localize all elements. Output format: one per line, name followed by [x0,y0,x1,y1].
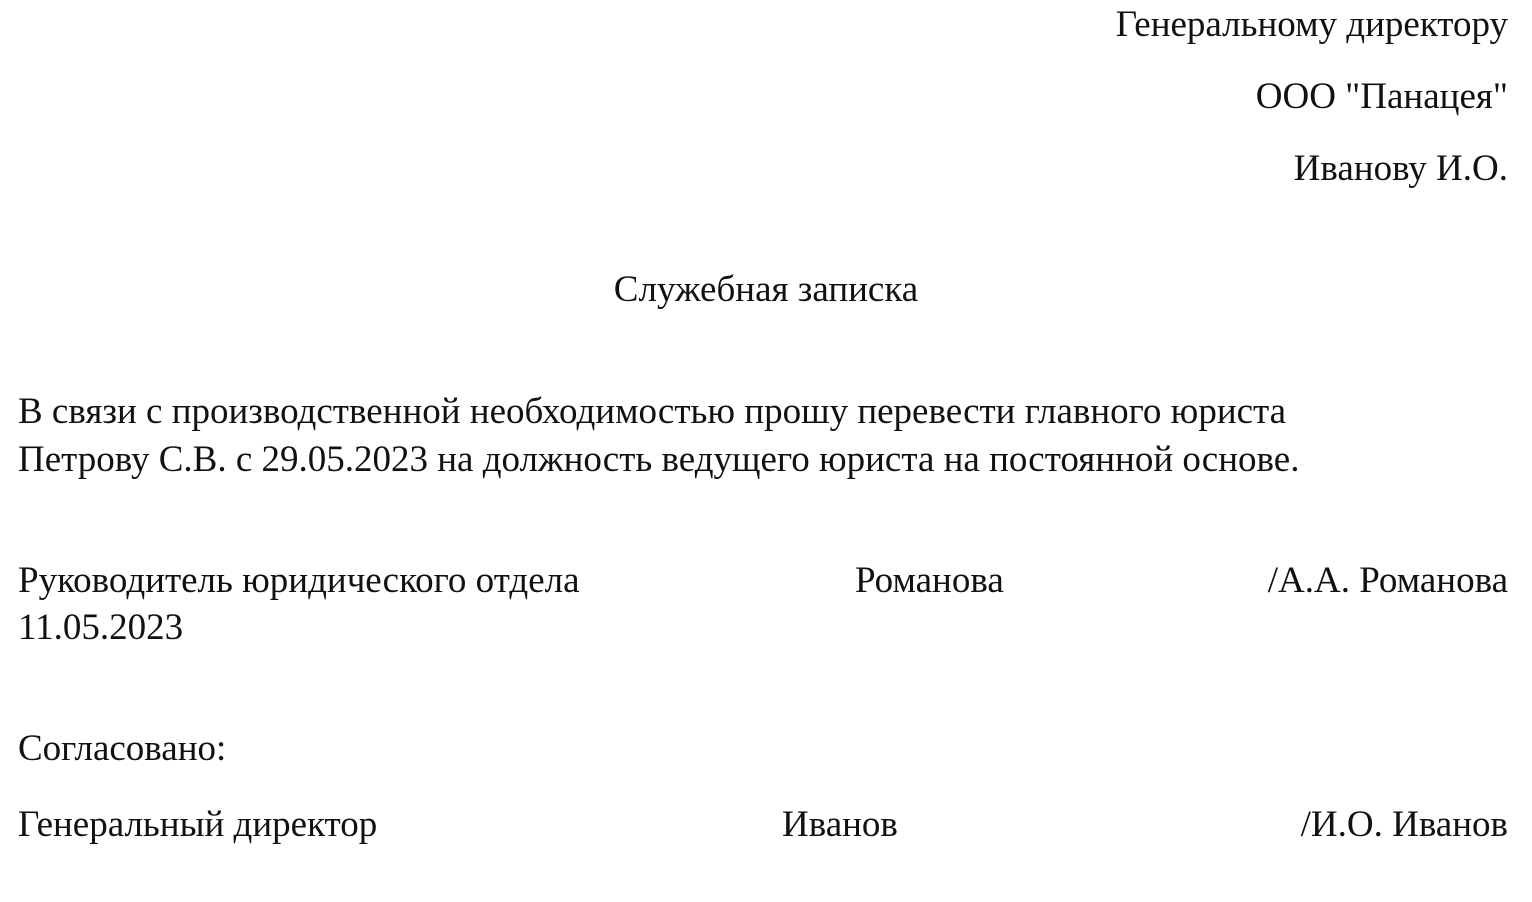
addressee-line-2: ООО "Панацея" [1255,76,1508,117]
sender-position: Руководитель юридического отдела [18,560,580,601]
sender-name: /А.А. Романова [1267,560,1508,601]
body-line-1: В связи с производственной необходимостью прошу перевести главного юриста [18,391,1287,432]
addressee-line-1: Генеральному директору [1115,4,1508,45]
approval-signature: Иванов [782,804,898,845]
approval-name: /И.О. Иванов [1300,804,1508,845]
body-line-2: Петрову С.В. с 29.05.2023 на должность ведущего юриста на постоянной основе. [18,439,1300,480]
approval-position: Генеральный директор [18,804,378,845]
document-title: Служебная записка [613,269,919,310]
sender-signature: Романова [855,560,1004,601]
addressee-line-3: Иванову И.О. [1293,148,1508,189]
sender-date: 11.05.2023 [18,607,184,648]
approval-label: Согласовано: [18,728,227,769]
